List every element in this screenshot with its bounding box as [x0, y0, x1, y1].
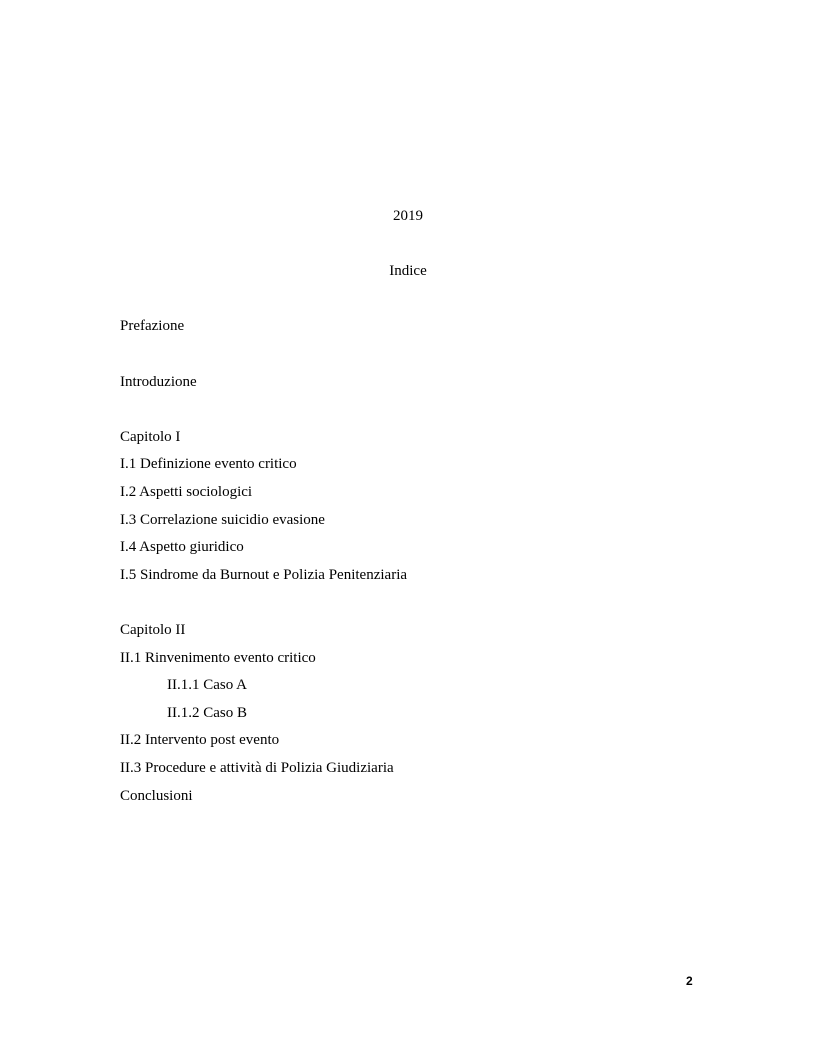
toc-conclusioni: Conclusioni	[120, 788, 193, 804]
toc-item-2-1-2: II.1.2 Caso B	[167, 705, 247, 721]
index-title: Indice	[389, 263, 427, 279]
toc-chapter-2-heading: Capitolo II	[120, 622, 186, 638]
toc-item-1-2: I.2 Aspetti sociologici	[120, 484, 253, 500]
year: 2019	[393, 208, 423, 224]
toc-item-1-5: I.5 Sindrome da Burnout e Polizia Penitenziaria	[120, 567, 408, 583]
toc-item-2-1-1: II.1.1 Caso A	[167, 677, 247, 693]
toc-prefazione: Prefazione	[120, 318, 185, 334]
toc-chapter-1-heading: Capitolo I	[120, 429, 181, 445]
page-number: 2	[686, 974, 693, 988]
toc-item-1-3: I.3 Correlazione suicidio evasione	[120, 512, 325, 528]
toc-item-2-2: II.2 Intervento post evento	[120, 732, 280, 748]
toc-item-1-1: I.1 Definizione evento critico	[120, 456, 297, 472]
toc-item-2-3: II.3 Procedure e attività di Polizia Giudiziaria	[120, 760, 394, 776]
toc-introduzione: Introduzione	[120, 374, 197, 390]
toc-item-1-4: I.4 Aspetto giuridico	[120, 539, 244, 555]
toc-item-2-1: II.1 Rinvenimento evento critico	[120, 650, 316, 666]
